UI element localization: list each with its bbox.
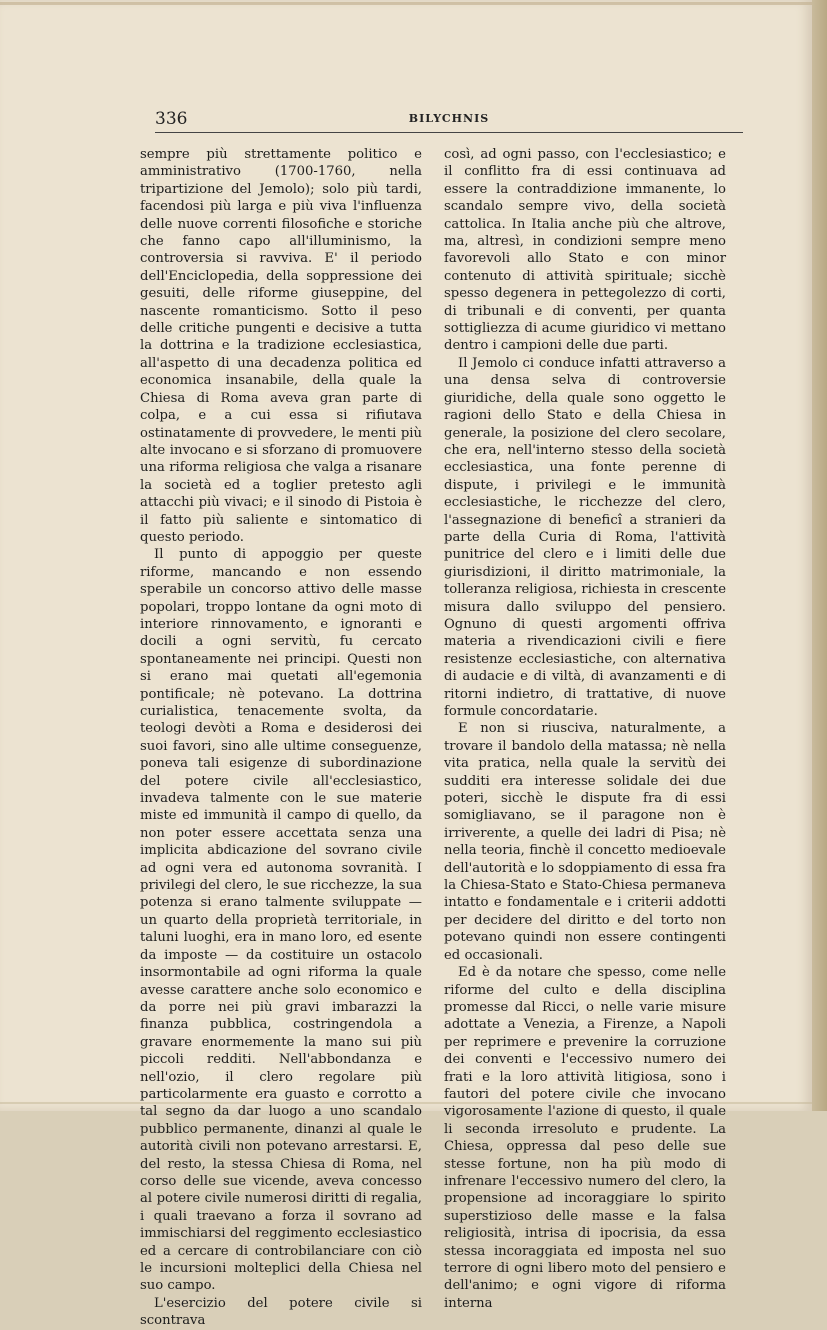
page-edge-shadow bbox=[812, 0, 827, 1111]
paragraph: E non si riusciva, naturalmente, a trovare il bandolo della matassa; nè nella vita pratica, nella quale la servitù dei sudditi era interesse solidale dei due poteri, sicchè le dispute fra di essi somigliavano, se il paragone non è irriverente, a quelle dei ladri di Pisa; nè nella teoria, finchè il concetto medioevale dell'autorità e lo sdoppiamento di essa fra la Chiesa-Stato e Stato-Chiesa permaneva intatto e fondamentale e i criterii addotti per decidere del diritto e del torto non potevano quindi non essere contingenti ed occasionali. bbox=[444, 721, 726, 963]
paragraph: così, ad ogni passo, con l'ecclesiastico; e il conflitto fra di essi continuava ad essere la contraddizione immanente, lo scandalo sempre vivo, della società cattolica. In Italia anche più che altrove, ma, altresì, in condizioni sempre meno favorevoli allo Stato e con minor contenuto di attività spirituale; sicchè spesso degenera in pettegolezzo di corti, di tribunali e di conventi, per quanta sottigliezza di acume giuridico vi mettano dentro i campioni delle due parti. bbox=[444, 147, 726, 354]
bottom-edge-rule bbox=[0, 1102, 812, 1104]
page-number: 336 bbox=[155, 109, 188, 129]
paragraph: Ed è da notare che spesso, come nelle riforme del culto e della disciplina promesse dal Ricci, o nelle varie misure adottate a Venezia, a Firenze, a Napoli per reprimere e prevenire la corruzione dei conventi e l'eccessivo numero dei frati e la loro attività litigiosa, sono i fautori del potere civile che invocano vigorosamente l'azione di questo, il quale li seconda irresoluto e prudente. La Chiesa, oppressa dal peso delle sue stesse fortune, non ha più modo di infrenare l'eccessivo numero del clero, la propensione ad incoraggiare lo spirito superstizioso delle masse e la falsa religiosità, intrisa di ipocrisia, da essa stessa incoraggiata ed imposta nel suo terrore di ogni libero moto del pensiero e dell'animo; e ogni vigore di riforma interna bbox=[444, 965, 726, 1311]
page-header bbox=[155, 103, 743, 131]
paragraph: sempre più strettamente politico e amministrativo (1700-1760, nella tripartizione del Jemolo); solo più tardi, facendosi più larga e più viva l'influenza delle nuove correnti filosofiche e storiche che fanno capo all'illuminismo, la controversia si ravviva. E' il periodo dell'Enciclopedia, della soppressione dei gesuiti, delle riforme giuseppine, del nascente romanticismo. Sotto il peso delle critiche pungenti e decisive a tutta la dottrina e la tradizione ecclesiastica, all'aspetto di una decadenza politica ed economica insanabile, della quale la Chiesa di Roma aveva gran parte di colpa, e a cui essa si rifiutava ostinatamente di provvedere, le menti più alte invocano e si sforzano di promuovere una riforma religiosa che valga a risanare la società ed a toglier pretesto agli attacchi più vivaci; e il sinodo di Pistoia è il fatto più saliente e sintomatico di questo periodo. bbox=[140, 147, 422, 545]
paragraph: L'esercizio del potere civile si scontrava bbox=[140, 1295, 422, 1329]
header-rule bbox=[155, 132, 743, 133]
left-column bbox=[140, 146, 422, 1330]
right-column bbox=[444, 146, 726, 1312]
paragraph: Il punto di appoggio per queste riforme, mancando e non essendo sperabile un concorso attivo delle masse popolari, troppo lontane da ogni moto di interiore rinnovamento, e ignoranti e docili a ogni servitù, fu cercato spontaneamente nei principi. Questi non si erano mai quetati all'egemonia pontificale; nè potevano. La dottrina curialistica, tenacemente svolta, da teologi devòti a Roma e desiderosi dei suoi favori, sino alle ultime conseguenze, poneva tali esigenze di subordinazione del potere civile all'ecclesiastico, invadeva talmente con le sue materie miste ed immunità il campo di quello, da non poter essere accettata senza una implicita abdicazione del sovrano civile ad ogni vera ed autonoma sovranità. I privilegi del clero, le sue ricchezze, la sua potenza si erano talmente sviluppate — un quarto della proprietà territoriale, in taluni luoghi, era in mano loro, ed esente da imposte — da costituire un ostacolo insormontabile ad ogni riforma la quale avesse carattere anche solo economico e da porre nei più gravi imbarazzi la finanza pubblica, costringendola a gravare enormemente la mano sui più piccoli redditi. Nell'abbondanza e nell'ozio, il clero regolare più particolarmente era guasto e corrotto a tal segno da dar luogo a uno scandalo pubblico permanente, dinanzi al quale le autorità civili non potevano arrestarsi. E, del resto, la stessa Chiesa di Roma, nel corso delle sue vicende, aveva concesso al potere civile numerosi diritti di regalia, i quali traevano a forza il sovrano ad immischiarsi del reggimento ecclesiastico ed a cercare di controbilanciare con ciò le incursioni molteplici della Chiesa nel suo campo. bbox=[140, 547, 422, 1294]
running-head: BILYCHNIS bbox=[408, 112, 490, 125]
paragraph: Il Jemolo ci conduce infatti attraverso a una densa selva di controversie giuridiche, della quale sono oggetto le ragioni dello Stato e della Chiesa in generale, la posizione del clero secolare, che era, nell'interno stesso della società ecclesiastica, una fonte perenne di dispute, i privilegi e le immunità ecclesiastiche, le ricchezze del clero, l'assegnazione di beneficî a stranieri da parte della Curia di Roma, l'attività punitrice del clero e i limiti delle due giurisdizioni, il diritto matrimoniale, la tolleranza religiosa, richiesta in crescente misura dallo sviluppo del pensiero. Ognuno di questi argomenti offriva materia a rivendicazioni civili e fiere resistenze ecclesiastiche, con alternativa di audacie e di viltà, di avanzamenti e di ritorni indietro, di trattative, di nuove formule concordatarie. bbox=[444, 355, 726, 719]
top-edge-rule bbox=[0, 2, 812, 5]
